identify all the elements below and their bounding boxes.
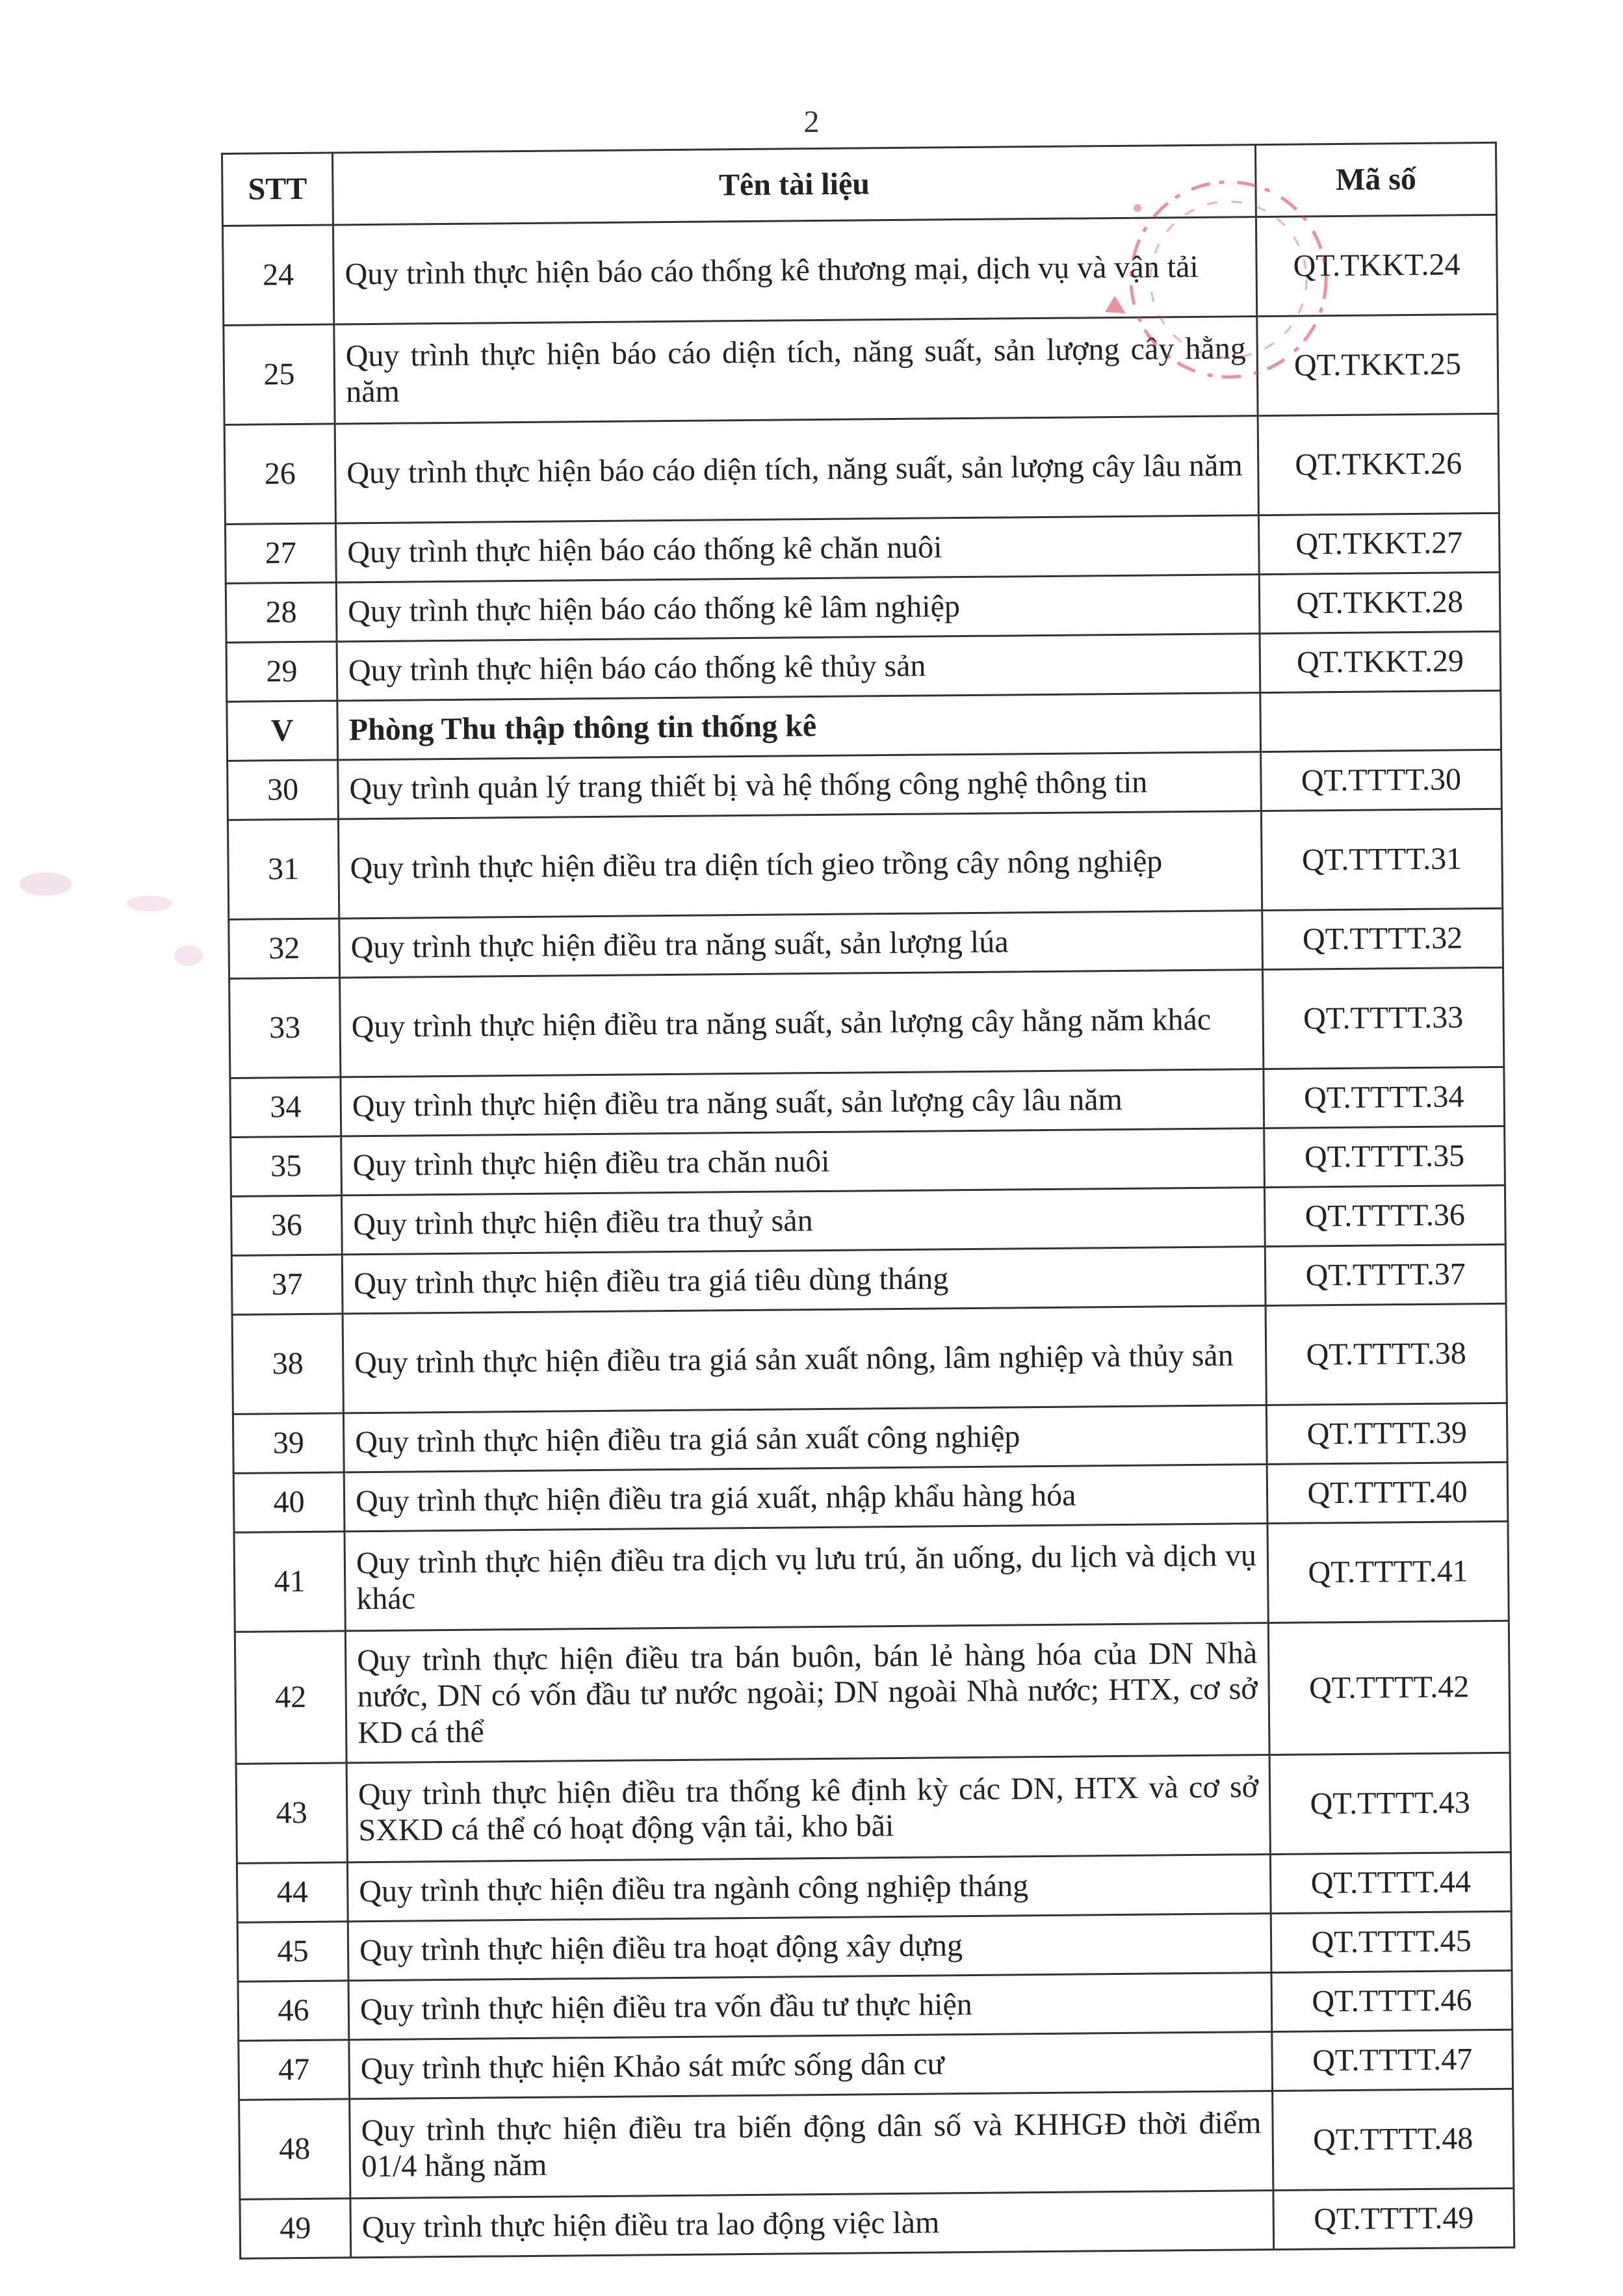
- cell-name: Quy trình thực hiện Khảo sát mức sống dân cư: [349, 2032, 1273, 2099]
- table-row: [233, 1462, 1508, 1532]
- header-stt: STT: [222, 153, 333, 226]
- cell-name: Quy trình thực hiện điều tra hoạt động xây dựng: [348, 1914, 1271, 1981]
- cell-code: QT.TTTT.33: [1263, 967, 1504, 1069]
- table-row: [224, 413, 1499, 524]
- table-row: [231, 1126, 1505, 1196]
- cell-name: Quy trình thực hiện điều tra diện tích gieo trồng cây nông nghiệp: [338, 811, 1262, 919]
- cell-stt: 37: [231, 1255, 343, 1314]
- cell-stt: 45: [237, 1922, 348, 1981]
- cell-stt: 35: [231, 1136, 342, 1196]
- cell-name: Quy trình thực hiện báo cáo diện tích, năng suất, sản lượng cây hằng năm: [334, 317, 1258, 424]
- table-row: [222, 215, 1497, 325]
- cell-stt: 40: [233, 1472, 344, 1532]
- cell-stt: 49: [240, 2198, 351, 2258]
- table-body: [222, 215, 1514, 2258]
- cell-stt: 38: [232, 1314, 343, 1414]
- cell-stt: 44: [237, 1862, 348, 1922]
- table-row: [236, 1753, 1511, 1863]
- cell-stt: 28: [226, 582, 337, 642]
- table-row: [229, 908, 1503, 978]
- cell-code: QT.TTTT.48: [1273, 2089, 1514, 2190]
- cell-code: QT.TKKT.28: [1259, 572, 1500, 633]
- cell-name: Quy trình thực hiện báo cáo thống kê chăn nuôi: [335, 515, 1259, 582]
- cell-code: QT.TTTT.37: [1265, 1244, 1506, 1305]
- table-row: [226, 631, 1501, 701]
- table-row: [237, 1852, 1511, 1922]
- cell-stt: 47: [239, 2040, 350, 2100]
- cell-code: QT.TTTT.36: [1264, 1185, 1505, 1246]
- cell-stt: 25: [224, 324, 335, 424]
- cell-code: QT.TTTT.49: [1273, 2188, 1514, 2249]
- page-number: 2: [803, 105, 820, 139]
- pink-smudge-mark: [0, 832, 214, 995]
- table-row: [233, 1403, 1507, 1473]
- cell-code: QT.TTTT.47: [1272, 2029, 1513, 2091]
- cell-code: QT.TKKT.29: [1260, 631, 1501, 692]
- cell-code: [1260, 690, 1501, 751]
- cell-name: Quy trình thực hiện báo cáo diện tích, năng suất, sản lượng cây lâu năm: [335, 416, 1258, 523]
- table-row: [227, 809, 1502, 919]
- cell-name: Quy trình thực hiện điều tra giá sản xuất nông, lâm nghiệp và thủy sản: [343, 1306, 1266, 1413]
- cell-name: Quy trình thực hiện điều tra năng suất, sản lượng cây lâu năm: [341, 1069, 1264, 1136]
- cell-code: QT.TTTT.34: [1264, 1067, 1505, 1128]
- cell-name: Phòng Thu thập thông tin thống kê: [337, 693, 1261, 760]
- cell-stt: 46: [238, 1981, 349, 2041]
- table-row: [232, 1303, 1507, 1414]
- cell-name: Quy trình thực hiện điều tra năng suất, sản lượng lúa: [339, 911, 1263, 978]
- cell-name: Quy trình thực hiện điều tra dịch vụ lưu trú, ăn uống, du lịch và dịch vụ khác: [344, 1524, 1268, 1631]
- cell-stt: 39: [233, 1413, 344, 1473]
- table-row: [226, 572, 1500, 642]
- cell-stt: 32: [229, 919, 340, 978]
- table-row: [240, 2188, 1514, 2258]
- cell-stt: V: [227, 701, 338, 761]
- table-row: [227, 750, 1502, 820]
- cell-code: QT.TTTT.41: [1267, 1521, 1509, 1623]
- cell-code: QT.TTTT.45: [1271, 1911, 1512, 1972]
- cell-name: Quy trình thực hiện báo cáo thống kê thương mại, dịch vụ và vận tải: [333, 217, 1256, 324]
- table-row: [235, 1621, 1510, 1764]
- cell-code: QT.TTTT.46: [1271, 1970, 1513, 2031]
- cell-code: QT.TTTT.31: [1261, 809, 1502, 910]
- header-code: Mã số: [1255, 142, 1496, 216]
- cell-name: Quy trình thực hiện báo cáo thống kê lâm nghiệp: [336, 575, 1260, 642]
- table-row: [224, 314, 1498, 424]
- table-row: [237, 1911, 1512, 1981]
- cell-name: Quy trình thực hiện điều tra vốn đầu tư thực hiện: [348, 1973, 1272, 2040]
- cell-name: Quy trình thực hiện điều tra giá xuất, nhập khẩu hàng hóa: [344, 1465, 1267, 1532]
- cell-code: QT.TTTT.44: [1270, 1852, 1511, 1913]
- table-row: [230, 1067, 1505, 1137]
- cell-code: QT.TTTT.39: [1266, 1403, 1507, 1464]
- cell-name: Quy trình thực hiện điều tra thống kê định kỳ các DN, HTX và cơ sở SXKD cá thể có hoạt động vận tải, kho bãi: [346, 1755, 1270, 1862]
- cell-stt: 26: [224, 424, 335, 524]
- cell-name: Quy trình thực hiện điều tra giá sản xuất công nghiệp: [343, 1405, 1267, 1472]
- cell-stt: 29: [226, 642, 337, 701]
- cell-stt: 43: [236, 1763, 347, 1863]
- cell-code: QT.TTTT.40: [1267, 1462, 1508, 1523]
- table-row: [238, 1970, 1513, 2041]
- cell-code: QT.TKKT.25: [1257, 314, 1498, 415]
- cell-name: Quy trình thực hiện điều tra thuỷ sản: [342, 1188, 1266, 1255]
- cell-stt: 24: [222, 225, 333, 325]
- cell-stt: 36: [231, 1195, 343, 1255]
- table-header-row: [222, 142, 1497, 226]
- cell-stt: 30: [227, 760, 339, 820]
- cell-stt: 34: [230, 1077, 341, 1137]
- cell-code: QT.TKKT.24: [1256, 215, 1497, 316]
- cell-code: QT.TKKT.27: [1258, 513, 1500, 574]
- table-row: [239, 2029, 1513, 2100]
- cell-name: Quy trình thực hiện điều tra năng suất, sản lượng cây hằng năm khác: [340, 970, 1264, 1077]
- cell-stt: 31: [227, 819, 339, 919]
- table-row: [231, 1244, 1506, 1314]
- table-row: [225, 513, 1500, 583]
- section-row: [227, 690, 1501, 761]
- header-name: Tên tài liệu: [333, 145, 1256, 225]
- cell-name: Quy trình thực hiện điều tra biến động dân số và KHHGĐ thời điểm 01/4 hằng năm: [350, 2091, 1273, 2198]
- table-row: [229, 967, 1504, 1078]
- document-table: [221, 142, 1515, 2260]
- cell-stt: 33: [229, 978, 341, 1078]
- cell-name: Quy trình thực hiện điều tra giá tiêu dùng tháng: [342, 1247, 1266, 1314]
- cell-name: Quy trình thực hiện điều tra chăn nuôi: [341, 1128, 1265, 1195]
- cell-code: QT.TTTT.38: [1266, 1303, 1507, 1405]
- cell-code: QT.TTTT.43: [1269, 1753, 1511, 1854]
- cell-name: Quy trình thực hiện điều tra ngành công nghiệp tháng: [347, 1855, 1271, 1922]
- table-row: [231, 1185, 1506, 1255]
- cell-name: Quy trình thực hiện báo cáo thống kê thủy sản: [337, 634, 1260, 701]
- cell-stt: 41: [234, 1532, 345, 1632]
- table-row: [234, 1521, 1509, 1632]
- cell-stt: 27: [225, 523, 336, 583]
- cell-code: QT.TKKT.26: [1258, 413, 1499, 515]
- cell-code: QT.TTTT.42: [1268, 1621, 1510, 1755]
- cell-stt: 48: [239, 2099, 350, 2199]
- cell-name: Quy trình thực hiện điều tra bán buôn, bán lẻ hàng hóa của DN Nhà nước, DN có vốn đầu tư nước ngoài; DN ngoài Nhà nước; HTX, cơ sở KD cá thể: [345, 1623, 1269, 1763]
- cell-name: Quy trình quản lý trang thiết bị và hệ thống công nghệ thông tin: [338, 752, 1262, 819]
- table-row: [239, 2089, 1514, 2199]
- cell-code: QT.TTTT.32: [1262, 908, 1503, 969]
- cell-code: QT.TTTT.35: [1264, 1126, 1505, 1187]
- cell-name: Quy trình thực hiện điều tra lao động việc làm: [350, 2190, 1274, 2257]
- cell-stt: 42: [235, 1631, 346, 1764]
- cell-code: QT.TTTT.30: [1261, 750, 1502, 811]
